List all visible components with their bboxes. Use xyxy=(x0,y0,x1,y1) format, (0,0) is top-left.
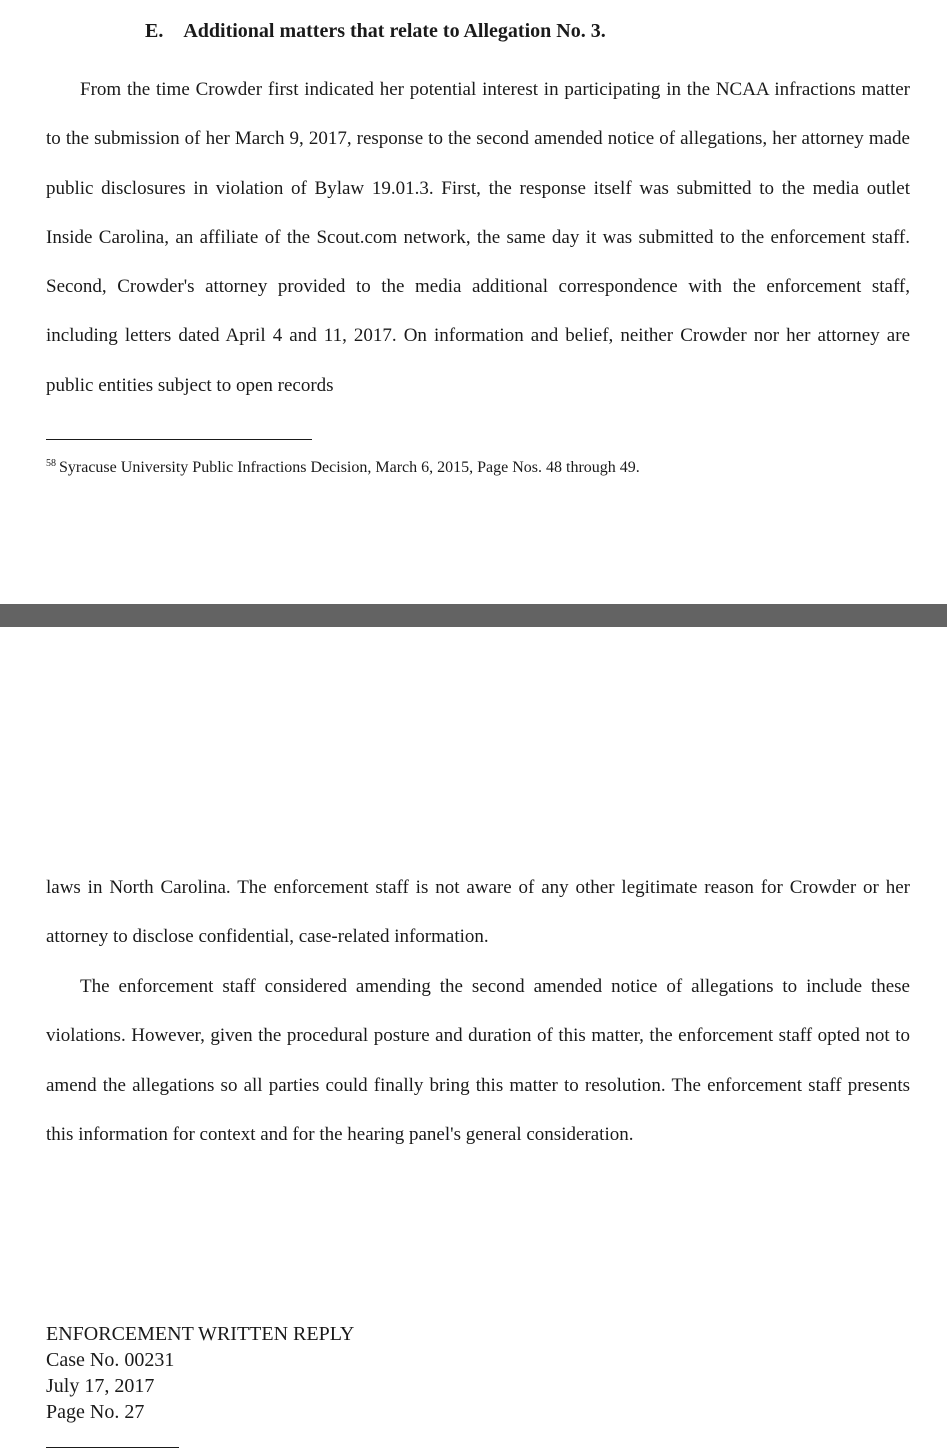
footnote-text: Syracuse University Public Infractions Decision, March 6, 2015, Page Nos. 48 through 49. xyxy=(59,459,640,476)
header-page-no: Page No. 27 xyxy=(46,1401,145,1423)
body-paragraph-continued: laws in North Carolina. The enforcement staff is not aware of any other legitimate reason for Crowder or her attorney to disclose confidential, case-related information. xyxy=(46,877,910,948)
body-paragraph: The enforcement staff considered amending the second amended notice of allegations to include these violations. However, given the procedural posture and duration of this matter, the enforcement staff opted not to amend the allegations so all parties could finally bring this matter to resolution. The enforcement staff presents this information for context and for the hearing panel's general consideration. xyxy=(46,976,910,1145)
page-separator xyxy=(0,604,947,627)
header-case-no: Case No. 00231 xyxy=(46,1349,175,1371)
body-paragraph: From the time Crowder first indicated her potential interest in participating in the NCAA infractions matter to the submission of her March 9, 2017, response to the second amended notice of allegations, her attorney made public disclosures in violation of Bylaw 19.01.3. First, the response itself was submitted to the media outlet Inside Carolina, an affiliate of the Scout.com network, the same day it was submitted to the enforcement staff. Second, Crowder's attorney provided to the media additional correspondence with the enforcement staff, including letters dated April 4 and 11, 2017. On information and belief, neither Crowder nor her attorney are public entities subject to open records xyxy=(46,79,910,396)
footnote xyxy=(46,453,640,479)
footnote-number: 58 xyxy=(46,458,56,469)
page-header xyxy=(46,1321,354,1425)
header-date: July 17, 2017 xyxy=(46,1375,155,1397)
section-heading: E. Additional matters that relate to Allegation No. 3. xyxy=(145,20,606,42)
footnote-divider xyxy=(46,439,312,440)
document-page-top xyxy=(0,0,947,604)
header-title: ENFORCEMENT WRITTEN REPLY xyxy=(46,1323,355,1345)
